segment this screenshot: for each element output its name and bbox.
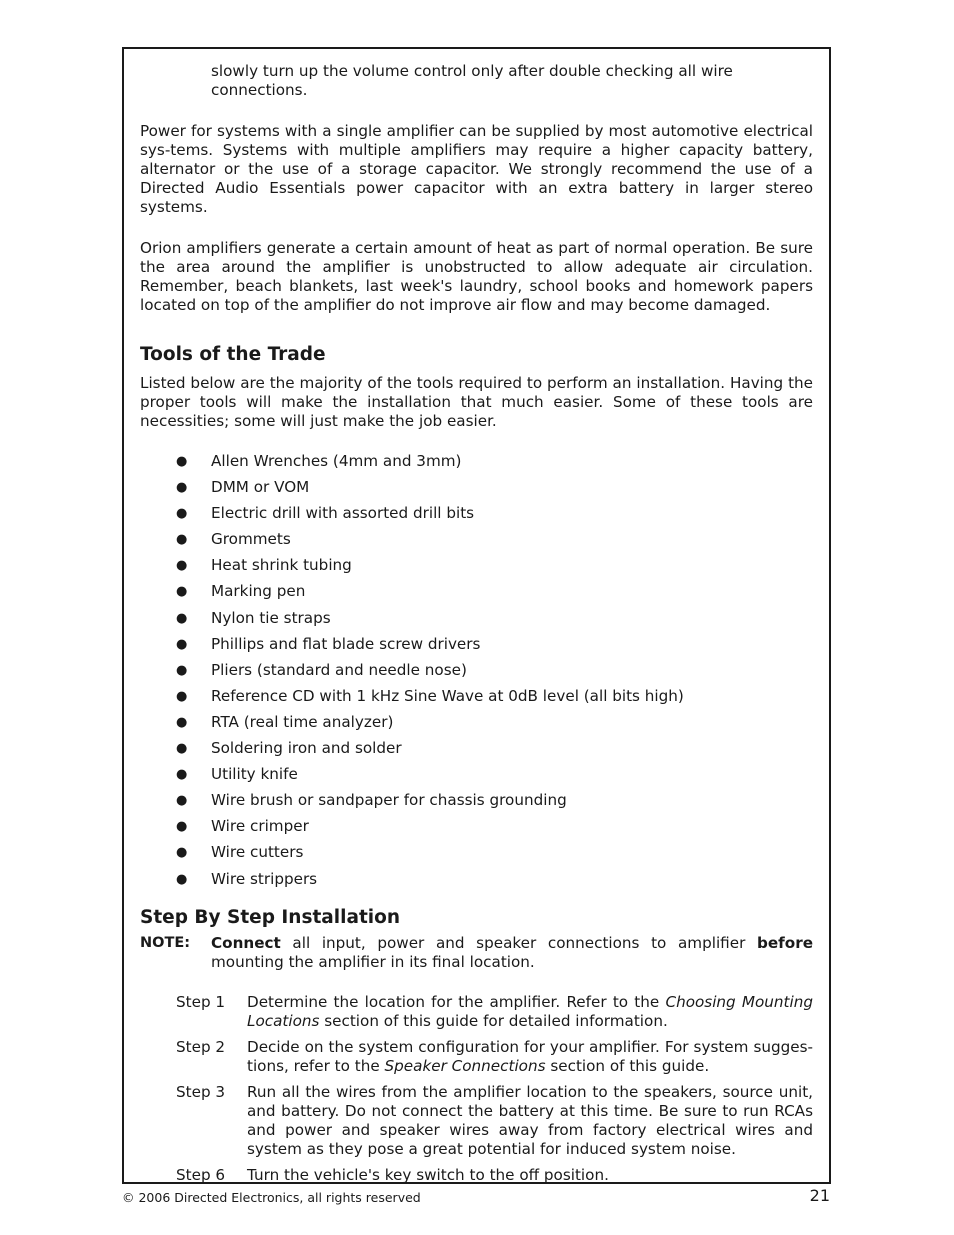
step-label: Step 3 xyxy=(176,1082,226,1101)
note-bold-before: before xyxy=(756,933,813,952)
bullet-icon: ● xyxy=(176,532,188,548)
step-item xyxy=(140,1166,813,1185)
list-item xyxy=(140,635,813,661)
tool-label: Allen Wrenches (4mm and 3mm) xyxy=(211,452,462,470)
tool-label: Pliers (standard and needle nose) xyxy=(211,660,467,679)
bullet-icon: ● xyxy=(176,688,188,704)
bullet-icon: ● xyxy=(176,454,188,469)
step-item xyxy=(140,1083,813,1159)
tool-label: Heat shrink tubing xyxy=(211,556,352,575)
bullet-icon: ● xyxy=(176,636,188,652)
bullet-icon: ● xyxy=(176,506,188,522)
step-text-post: section of this guide for detailed information. xyxy=(319,1011,668,1030)
tool-label: Nylon tie straps xyxy=(211,608,331,627)
step-text xyxy=(247,1038,813,1076)
bullet-icon: ● xyxy=(176,793,188,809)
list-item xyxy=(140,765,813,791)
bullet-icon: ● xyxy=(176,741,188,757)
note-bold-connect: Connect xyxy=(211,933,281,952)
list-item xyxy=(140,687,813,713)
page-content xyxy=(140,62,813,1192)
list-item xyxy=(140,739,813,765)
list-item xyxy=(140,478,813,504)
step-text xyxy=(247,1083,813,1159)
tools-intro: Listed below are the majority of the tools required to perform an installation. Having the proper tools will make the installation that much easier. Some of these tools are necessities; some will just make the job easier. xyxy=(140,374,813,430)
step-item xyxy=(140,993,813,1031)
install-note xyxy=(140,934,813,972)
step-text-post: section of this guide. xyxy=(545,1056,710,1075)
step-text xyxy=(247,993,813,1031)
step-label: Step 2 xyxy=(176,1037,226,1056)
tools-list xyxy=(140,452,813,896)
tool-label: DMM or VOM xyxy=(211,478,310,497)
note-end: mounting the amplifier in its final location. xyxy=(211,952,535,971)
list-item xyxy=(140,870,813,896)
tool-label: Utility knife xyxy=(211,765,298,784)
list-item xyxy=(140,713,813,739)
list-item xyxy=(140,582,813,608)
bullet-icon: ● xyxy=(176,584,188,600)
tool-label: Marking pen xyxy=(211,582,306,601)
note-text xyxy=(211,934,813,972)
list-item xyxy=(140,504,813,530)
list-item xyxy=(140,530,813,556)
step-text xyxy=(247,1166,813,1185)
bullet-icon: ● xyxy=(176,714,188,730)
tool-label: Wire crimper xyxy=(211,817,309,836)
step-text-pre: Turn the vehicle's key switch to the off position. xyxy=(247,1165,609,1184)
step-text-pre: Run all the wires from the amplifier location to the speakers, source unit, and battery. Do not connect the battery at this time. Be sure to run RCAs and power and speaker wires away from factory electrical wires and system as they pose a great potential for induced system noise. xyxy=(247,1082,813,1158)
tool-label: Reference CD with 1 kHz Sine Wave at 0dB level (all bits high) xyxy=(211,686,684,705)
power-paragraph: Power for systems with a single amplifier can be supplied by most automotive electrical sys-tems. Systems with multiple amplifiers may require a higher capacity battery, alternator or the use of a storage capacitor. We strongly recommend the use of a Directed Audio Essentials power capacitor with an extra battery in larger stereo systems. xyxy=(140,122,813,216)
note-label: NOTE: xyxy=(140,934,191,951)
bullet-icon: ● xyxy=(176,480,188,496)
install-heading: Step By Step Installation xyxy=(140,906,401,928)
bullet-icon: ● xyxy=(176,871,188,887)
tool-label: Wire cutters xyxy=(211,843,304,862)
list-item xyxy=(140,452,813,478)
bullet-icon: ● xyxy=(176,767,188,783)
step-text-pre: Determine the location for the amplifier. Refer to the xyxy=(247,992,666,1011)
bullet-icon: ● xyxy=(176,819,188,835)
step-text-pre: Decide on the system configuration for your amplifier. For system sugges-tions, refer to the xyxy=(247,1037,813,1075)
step-label: Step 6 xyxy=(176,1165,226,1184)
page-number: 21 xyxy=(809,1186,830,1205)
steps-list xyxy=(140,993,813,1185)
list-item xyxy=(140,661,813,687)
bullet-icon: ● xyxy=(176,558,188,574)
footer-copyright: © 2006 Directed Electronics, all rights reserved xyxy=(122,1190,421,1205)
heat-paragraph: Orion amplifiers generate a certain amount of heat as part of normal operation. Be sure the area around the amplifier is unobstructed to allow adequate air circulation. Remember, beach blankets, last week's laundry, school books and homework papers located on top of the amplifier do not improve air flow and may become damaged. xyxy=(140,239,813,314)
tools-heading: Tools of the Trade xyxy=(140,344,326,365)
list-item xyxy=(140,817,813,843)
note-mid: all input, power and speaker connections to amplifier xyxy=(280,933,757,952)
list-item xyxy=(140,791,813,817)
step-text-em: Speaker Connections xyxy=(384,1056,546,1075)
bullet-icon: ● xyxy=(176,662,188,678)
tool-label: Phillips and flat blade screw drivers xyxy=(211,634,481,653)
tool-label: RTA (real time analyzer) xyxy=(211,712,394,731)
tool-label: Grommets xyxy=(211,530,291,549)
list-item xyxy=(140,609,813,635)
tool-label: Wire strippers xyxy=(211,869,318,888)
step-label: Step 1 xyxy=(176,992,226,1011)
tool-label: Soldering iron and solder xyxy=(211,739,402,758)
step-text-em: Choosing Mounting Locations xyxy=(247,992,813,1030)
tool-label: Wire brush or sandpaper for chassis grounding xyxy=(211,791,567,810)
bullet-icon: ● xyxy=(176,610,188,626)
list-item xyxy=(140,843,813,869)
tool-label: Electric drill with assorted drill bits xyxy=(211,504,475,523)
intro-line: slowly turn up the volume control only after double checking all wire connections. xyxy=(211,62,733,99)
list-item xyxy=(140,556,813,582)
step-item xyxy=(140,1038,813,1076)
bullet-icon: ● xyxy=(176,845,188,861)
